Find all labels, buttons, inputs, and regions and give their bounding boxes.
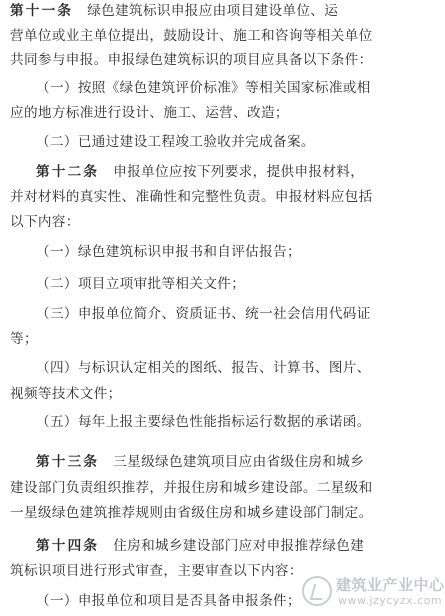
list-item: （三）申报单位简介、资质证书、统一社会信用代码证	[36, 306, 371, 322]
paragraph-line: 视频等技术文件；	[10, 386, 122, 402]
list-item: （一）绿色建筑标识申报书和自评估报告；	[36, 244, 301, 260]
article-14-first-line	[36, 537, 422, 555]
article-13-heading: 第十三条	[36, 454, 100, 470]
watermark-logo	[302, 574, 445, 614]
article-14-text: 住房和城乡建设部门应对申报推荐绿色建	[113, 538, 365, 554]
watermark-icon	[302, 576, 332, 606]
watermark-name: 建筑业产业中心	[336, 576, 445, 594]
article-12-heading: 第十二条	[36, 164, 100, 180]
paragraph-line: 并对材料的真实性、准确性和完整性负责。申报材料应包括	[10, 189, 373, 205]
watermark-url: www.jzycyzx.com	[338, 594, 443, 607]
list-item: （一）申报单位和项目是否具备申报条件；	[36, 593, 301, 609]
list-item: （四）与标识认定相关的图纸、报告、计算书、图片、	[36, 360, 371, 376]
paragraph-line: 共同参与申报。申报绿色建筑标识的项目应具备以下条件：	[10, 52, 373, 68]
list-item: （二）项目立项审批等相关文件；	[36, 276, 246, 292]
paragraph-line: 营单位或业主单位提出，鼓励设计、施工和咨询等相关单位	[10, 28, 373, 44]
article-13-text: 三星级绿色建筑项目应由省级住房和城乡	[113, 454, 365, 470]
article-11-text: 绿色建筑标识申报应由项目建设单位、运	[87, 3, 339, 19]
paragraph-line: 以下内容：	[10, 214, 80, 230]
paragraph-line: 一星级绿色建筑推荐规则由省级住房和城乡建设部门制定。	[10, 505, 373, 521]
list-item: （二）已通过建设工程竣工验收并完成备案。	[36, 134, 315, 150]
list-item: （五）每年上报主要绿色性能指标运行数据的承诺函。	[36, 414, 371, 430]
article-12-first-line	[36, 163, 422, 181]
paragraph-line: 等；	[10, 331, 38, 347]
paragraph-line: 筑标识项目进行形式审查，主要审查以下内容：	[10, 563, 303, 579]
article-11-heading: 第十一条	[10, 3, 74, 19]
paragraph-line: 应的地方标准进行设计、施工、运营、改造；	[10, 105, 289, 121]
list-item: （一）按照《绿色建筑评价标准》等相关国家标准或相	[36, 80, 371, 96]
article-11-first-line	[10, 2, 422, 20]
paragraph-line: 建设部门负责组织推荐，并报住房和城乡建设部。二星级和	[10, 480, 373, 496]
article-12-text: 申报单位应按下列要求，提供申报材料，	[113, 164, 365, 180]
article-13-first-line	[36, 453, 422, 471]
article-14-heading: 第十四条	[36, 538, 100, 554]
